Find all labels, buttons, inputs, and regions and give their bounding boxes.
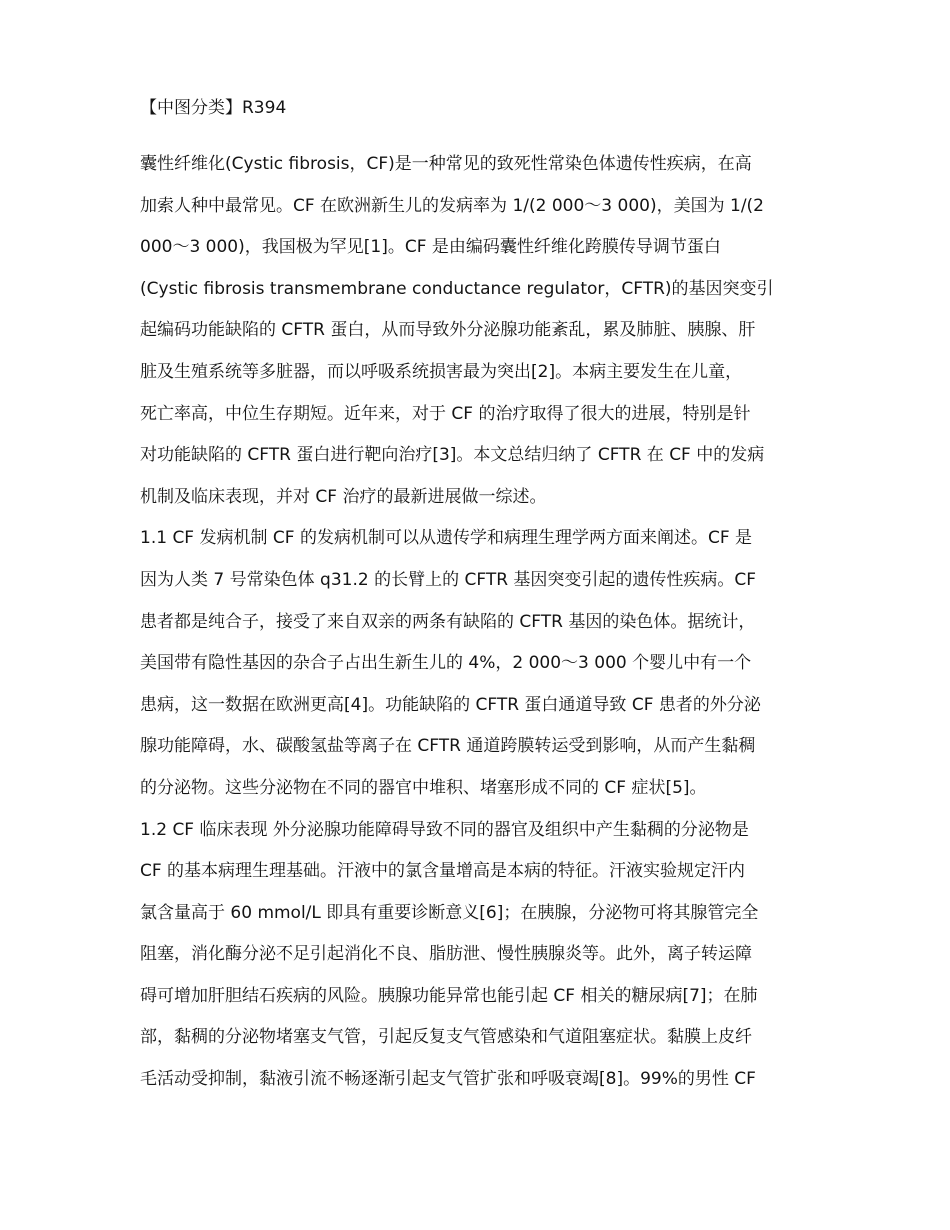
body-text <box>140 144 812 1101</box>
text-line: CF 的基本病理生理基础。汗液中的氯含量增高是本病的特征。汗液实验规定汗内 <box>140 861 746 882</box>
text-line: 毛活动受抑制，黏液引流不畅逐渐引起支气管扩张和呼吸衰竭[8]。99%的男性 CF <box>140 1069 756 1090</box>
text-line: 部，黏稠的分泌物堵塞支气管，引起反复支气管感染和气道阻塞症状。黏膜上皮纤 <box>140 1027 752 1048</box>
text-line: 腺功能障碍，水、碳酸氢盐等离子在 CFTR 通道跨膜转运受到影响，从而产生黏稠 <box>140 736 756 757</box>
section-heading-line: 1.1 CF 发病机制 CF 的发病机制可以从遗传学和病理生理学两方面来阐述。CF 是 <box>140 528 752 549</box>
text-line: 美国带有隐性基因的杂合子占出生新生儿的 4%，2 000～3 000 个婴儿中有一个 <box>140 653 752 674</box>
text-line: 机制及临床表现，并对 CF 治疗的最新进展做一综述。 <box>140 486 547 507</box>
text-line: 患病，这一数据在欧洲更高[4]。功能缺陷的 CFTR 蛋白通道导致 CF 患者的外分泌 <box>140 694 761 715</box>
text-line: 阻塞，消化酶分泌不足引起消化不良、脂肪泄、慢性胰腺炎等。此外，离子转运障 <box>140 944 752 965</box>
text-line: (Cystic fibrosis transmembrane conductance regulator，CFTR)的基因突变引 <box>140 278 774 299</box>
text-line: 因为人类 7 号常染色体 q31.2 的长臂上的 CFTR 基因突变引起的遗传性疾病。CF <box>140 569 757 590</box>
text-line: 碍可增加肝胆结石疾病的风险。胰腺功能异常也能引起 CF 相关的糖尿病[7]；在肺 <box>140 985 758 1006</box>
classification-code: 【中图分类】R394 <box>140 98 287 118</box>
text-line: 死亡率高，中位生存期短。近年来，对于 CF 的治疗取得了很大的进展，特别是针 <box>140 403 751 424</box>
text-line: 起编码功能缺陷的 CFTR 蛋白，从而导致外分泌腺功能紊乱，累及肺脏、胰腺、肝 <box>140 320 756 341</box>
text-line: 对功能缺陷的 CFTR 蛋白进行靶向治疗[3]。本文总结归纳了 CFTR 在 CF 中的发病 <box>140 445 765 466</box>
text-line: 氯含量高于 60 mmol/L 即具有重要诊断意义[6]；在胰腺，分泌物可将其腺管完全 <box>140 902 759 923</box>
text-line: 的分泌物。这些分泌物在不同的器官中堆积、堵塞形成不同的 CF 症状[5]。 <box>140 777 707 798</box>
document-page <box>140 94 812 1101</box>
text-line: 脏及生殖系统等多脏器，而以呼吸系统损害最为突出[2]。本病主要发生在儿童， <box>140 361 743 382</box>
text-line: 000～3 000)，我国极为罕见[1]。CF 是由编码囊性纤维化跨膜传导调节蛋白 <box>140 237 721 258</box>
text-line: 囊性纤维化(Cystic fibrosis，CF)是一种常见的致死性常染色体遗传性疾病，在高 <box>140 154 752 174</box>
text-line: 患者都是纯合子，接受了来自双亲的两条有缺陷的 CFTR 基因的染色体。据统计， <box>140 611 756 632</box>
text-line: 加索人种中最常见。CF 在欧洲新生儿的发病率为 1/(2 000～3 000)，美国为 1/(2 <box>140 195 764 216</box>
section-heading-line: 1.2 CF 临床表现 外分泌腺功能障碍导致不同的器官及组织中产生黏稠的分泌物是 <box>140 819 749 840</box>
